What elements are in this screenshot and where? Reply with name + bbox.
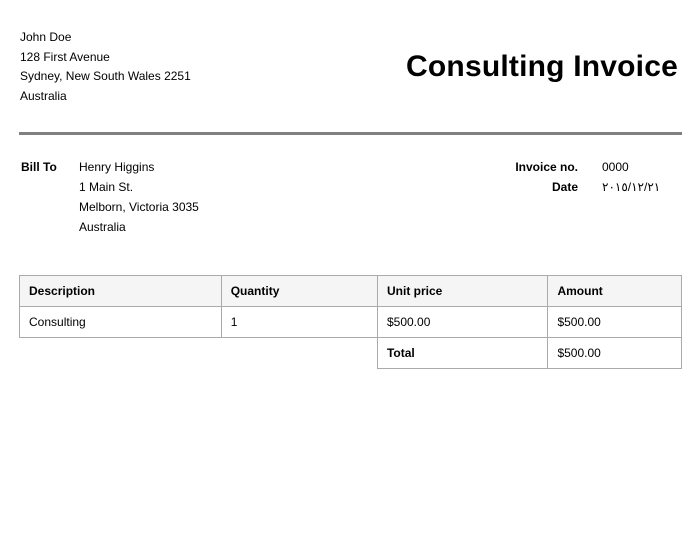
sender-country: Australia (20, 88, 67, 103)
sender-address-block (20, 28, 191, 106)
document-header (0, 0, 700, 106)
sender-name: John Doe (20, 30, 72, 44)
cell-total-value: $500.00 (548, 338, 682, 369)
cell-description: Consulting (20, 307, 222, 338)
cell-spacer-description (20, 338, 222, 369)
bill-to-label: Bill To (21, 160, 57, 174)
invoice-number-label: Invoice no. (515, 160, 578, 174)
invoice-number-value: 0000 (602, 160, 629, 174)
table-row (20, 307, 682, 338)
line-items-table-wrapper (0, 275, 700, 369)
bill-to-address-line-2: Melborn, Victoria 3035 (79, 200, 199, 214)
cell-amount: $500.00 (548, 307, 682, 338)
cell-quantity: 1 (221, 307, 377, 338)
line-items-table (19, 275, 682, 369)
invoice-number-row (515, 157, 680, 177)
invoice-meta-block (515, 157, 680, 237)
cell-spacer-quantity (221, 338, 377, 369)
bill-to-address (79, 157, 199, 237)
bill-to-block (21, 157, 199, 237)
cell-unit-price: $500.00 (377, 307, 547, 338)
column-header-unit-price: Unit price (377, 276, 547, 307)
sender-address-line-2: Sydney, New South Wales 2251 (20, 69, 191, 83)
bill-to-name: Henry Higgins (79, 160, 155, 174)
bill-to-address-line-1: 1 Main St. (79, 180, 134, 194)
cell-total-label: Total (377, 338, 547, 369)
column-header-amount: Amount (548, 276, 682, 307)
column-header-quantity: Quantity (221, 276, 377, 307)
page-title: Consulting Invoice (406, 50, 678, 83)
invoice-date-value: ٢٠١٥/١٢/٢١ (602, 180, 661, 194)
sender-address-line-1: 128 First Avenue (20, 49, 110, 64)
table-total-row (20, 338, 682, 369)
column-header-description: Description (20, 276, 222, 307)
bill-to-country: Australia (79, 220, 126, 234)
invoice-date-label: Date (551, 180, 578, 194)
invoice-date-row (515, 177, 680, 197)
table-header-row (20, 276, 682, 307)
bill-to-and-meta (0, 135, 700, 237)
